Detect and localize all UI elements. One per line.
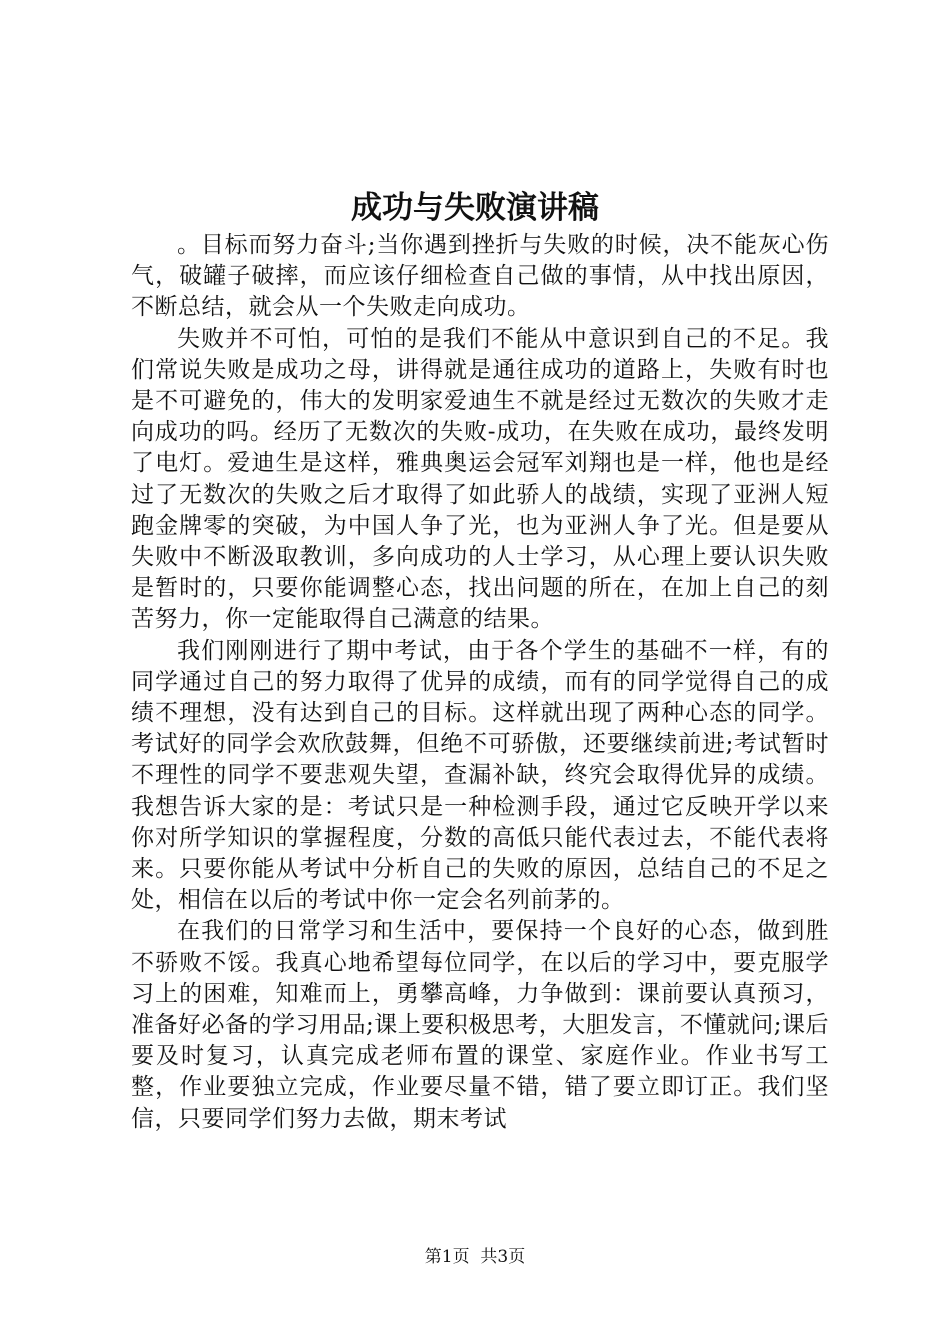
document-body xyxy=(131,230,829,1135)
paragraph-3: 我们刚刚进行了期中考试，由于各个学生的基础不一样，有的同学通过自己的努力取得了优异的成绩，而有的同学觉得自己的成绩不理想，没有达到自己的目标。这样就出现了两种心态的同学。考试好的同学会欢欣鼓舞，但绝不可骄傲，还要继续前进;考试暂时不理性的同学不要悲观失望，查漏补缺，终究会取得优异的成绩。我想告诉大家的是：考试只是一种检测手段，通过它反映开学以来你对所学知识的掌握程度，分数的高低只能代表过去，不能代表将来。只要你能从考试中分析自己的失败的原因，总结自己的不足之处，相信在以后的考试中你一定会名列前茅的。 xyxy=(131,637,829,914)
footer-separator xyxy=(470,1247,481,1267)
page-number: 第1页 xyxy=(424,1247,470,1267)
paragraph-1: 。目标而努力奋斗;当你遇到挫折与失败的时候，决不能灰心伤气，破罐子破摔，而应该仔细检查自己做的事情，从中找出原因，不断总结，就会从一个失败走向成功。 xyxy=(131,232,829,321)
page-total: 共3页 xyxy=(480,1247,526,1267)
document-title: 成功与失败演讲稿 xyxy=(351,190,599,226)
paragraph-4: 在我们的日常学习和生活中，要保持一个良好的心态，做到胜不骄败不馁。我真心地希望每位同学，在以后的学习中，要克服学习上的困难，知难而上，勇攀高峰，力争做到：课前要认真预习，准备好必备的学习用品;课上要积极思考，大胆发言，不懂就问;课后要及时复习，认真完成老师布置的课堂、家庭作业。作业书写工整，作业要独立完成，作业要尽量不错，错了要立即订正。我们坚信，只要同学们努力去做，期末考试 xyxy=(131,918,829,1132)
page-footer xyxy=(0,1246,950,1268)
paragraph-2: 失败并不可怕，可怕的是我们不能从中意识到自己的不足。我们常说失败是成功之母，讲得就是通往成功的道路上，失败有时也是不可避免的，伟大的发明家爱迪生不就是经过无数次的失败才走向成功的吗。经历了无数次的失败-成功，在失败在成功，最终发明了电灯。爱迪生是这样，雅典奥运会冠军刘翔也是一样，他也是经过了无数次的失败之后才取得了如此骄人的战绩，实现了亚洲人短跑金牌零的突破，为中国人争了光，也为亚洲人争了光。但是要从失败中不断汲取教训，多向成功的人士学习，从心理上要认识失败是暂时的，只要你能调整心态，找出问题的所在，在加上自己的刻苦努力，你一定能取得自己满意的结果。 xyxy=(131,325,829,633)
